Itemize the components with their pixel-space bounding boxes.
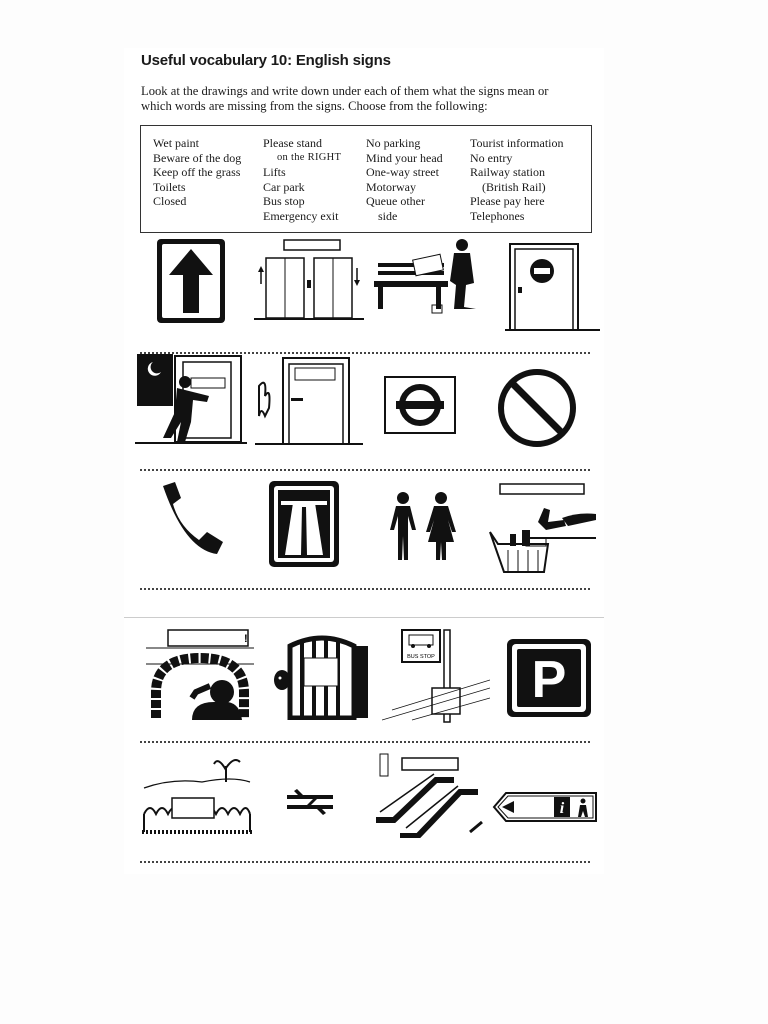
vocab-item: Telephones	[470, 208, 525, 223]
vocab-item: side	[378, 208, 398, 223]
vocab-item: Please pay here	[470, 194, 545, 208]
answer-line	[140, 469, 590, 471]
car-park-sign-icon	[505, 637, 593, 719]
escalator-stand-right-icon	[374, 752, 484, 838]
info-letter: i	[559, 800, 565, 817]
page-fold-line	[124, 617, 604, 618]
vocab-column-4	[470, 136, 563, 223]
vocab-item: Queue other	[366, 194, 425, 208]
toilets-icon	[382, 490, 462, 562]
mind-your-head-arch-icon	[144, 628, 256, 722]
bench-wet-paint-icon	[370, 235, 485, 320]
answer-line	[140, 588, 590, 590]
vocab-item: Emergency exit	[263, 208, 339, 223]
vocab-item: Bus stop	[263, 194, 305, 208]
bus-stop-icon	[382, 628, 490, 724]
vocab-item: Motorway	[366, 179, 416, 194]
vocab-item: Car park	[263, 179, 305, 194]
vocab-column-1	[153, 136, 241, 209]
vocab-item: Beware of the dog	[153, 150, 242, 165]
vocab-item: Keep off the grass	[153, 165, 241, 179]
no-parking-sign-icon	[495, 368, 579, 448]
vocab-item: (British Rail)	[482, 179, 546, 194]
underground-roundel-icon	[384, 376, 456, 434]
one-way-arrow-sign-icon	[155, 237, 227, 325]
vocab-item: Railway station	[470, 165, 545, 179]
vocab-item: Toilets	[153, 179, 186, 194]
instructions-line-2: which words are missing from the signs. Choose from the following:	[141, 99, 488, 113]
lifts-icon	[254, 238, 364, 322]
vocab-item: One-way street	[366, 165, 439, 179]
vocab-item: Wet paint	[153, 136, 200, 150]
vocabulary-box	[140, 125, 592, 233]
vocab-item: No entry	[470, 150, 513, 165]
instructions-line-1: Look at the drawings and write down under each of them what the signs mean or	[141, 84, 549, 98]
vocab-column-3	[366, 136, 443, 223]
please-pay-here-checkout-icon	[488, 482, 600, 576]
car-park-letter: P	[531, 651, 567, 709]
emergency-exit-door-icon	[255, 356, 363, 446]
telephone-icon	[155, 480, 230, 556]
vocab-item: Closed	[153, 194, 187, 208]
page-title: Useful vocabulary 10: English signs	[141, 52, 391, 69]
instructions	[141, 84, 611, 114]
svg-text:!: !	[244, 633, 248, 645]
answer-line	[140, 861, 590, 863]
answer-line	[140, 741, 590, 743]
motorway-sign-icon	[267, 479, 341, 569]
vocab-item: Please stand	[263, 136, 322, 150]
closed-door-night-icon	[135, 352, 247, 446]
tourist-information-sign-icon	[492, 791, 598, 823]
vocab-column-2	[263, 136, 341, 223]
keep-off-grass-icon	[142, 752, 252, 842]
vocab-item: Lifts	[263, 165, 286, 179]
no-entry-door-icon	[505, 242, 600, 332]
bus-stop-label: BUS STOP	[407, 654, 435, 660]
vocab-item: on the RIGHT	[277, 151, 342, 163]
vocab-item: Mind your head	[366, 150, 443, 165]
vocab-item: Tourist information	[470, 136, 564, 150]
british-rail-logo-icon	[285, 787, 335, 817]
vocab-item: No parking	[366, 136, 421, 150]
beware-of-dog-gate-icon	[270, 632, 374, 720]
